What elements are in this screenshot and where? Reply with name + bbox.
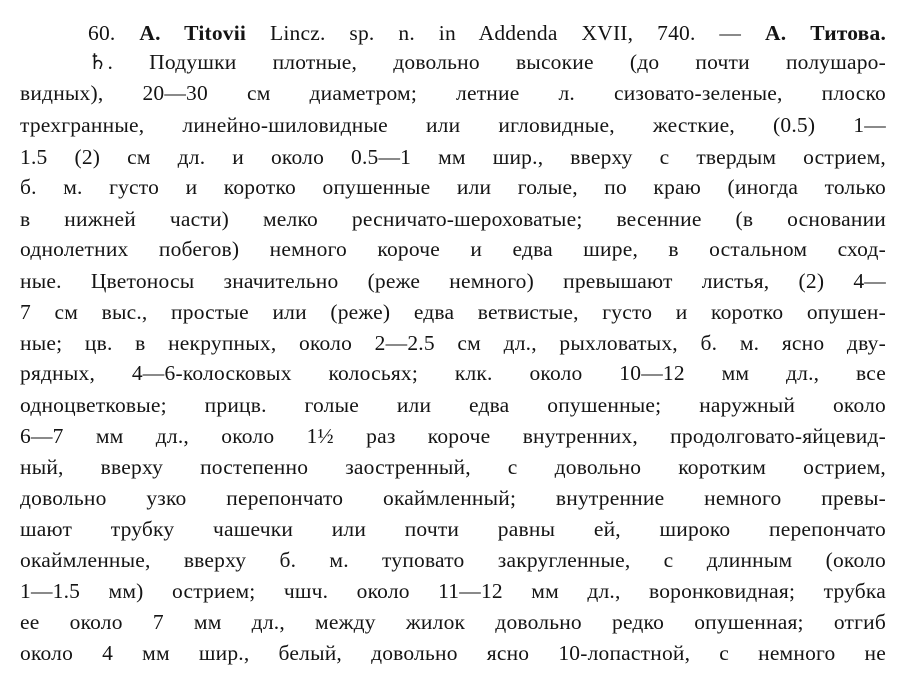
text-line: одноцветковые; прицв. голые или едва опушенные; наружный около [20,393,886,417]
text-line: рядных, 4—6-колосковых колосьях; клк. около 10—12 мм дл., все [20,361,886,385]
text-line: окаймленные, вверху б. м. туповато закругленные, с длинным (около [20,548,886,572]
text-line: 1—1.5 мм) острием; чшч. около 11—12 мм дл., воронковидная; трубка [20,579,886,603]
text-line: около 4 мм шир., белый, довольно ясно 10-лопастной, с немного не [20,641,886,665]
latin-species-name: A. Titovii [139,21,247,45]
text-line: б. м. густо и коротко опушенные или голые, по краю (иногда только [20,175,886,199]
text-line: довольно узко перепончато окаймленный; внутренние немного превы- [20,486,886,510]
text-line: шают трубку чашечки или почти равны ей, широко перепончато [20,517,886,541]
text-line: ее около 7 мм дл., между жилок довольно редко опушенная; отгиб [20,610,886,634]
species-heading [88,18,886,48]
author-reference: Lincz. sp. n. in Addenda XVII, 740. — [270,21,742,45]
text-line: 1.5 (2) см дл. и около 0.5—1 мм шир., вверху с твердым острием, [20,145,886,169]
entry-number: 60. [88,21,116,45]
text-line: видных), 20—30 см диаметром; летние л. сизовато-зеленые, плоско [20,81,886,105]
text-line: трехгранные, линейно-шиловидные или игловидные, жесткие, (0.5) 1— [20,113,886,137]
text-line: ные. Цветоносы значительно (реже немного) превышают листья, (2) 4— [20,269,886,293]
text-line: в нижней части) мелко ресничато-шероховатые; весенние (в основании [20,207,886,231]
russian-species-name: А. Титова. [765,21,887,45]
text-line: ный, вверху постепенно заостренный, с довольно коротким острием, [20,455,886,479]
text-line: ♄. Подушки плотные, довольно высокие (до почти полушаро- [88,50,886,74]
text-line: ные; цв. в некрупных, около 2—2.5 см дл., рыхловатых, б. м. ясно дву- [20,331,886,355]
text-line: однолетних побегов) немного короче и едва шире, в остальном сход- [20,237,886,261]
text-line: 6—7 мм дл., около 1½ раз короче внутренних, продолговато-яйцевид- [20,424,886,448]
text-line: 7 см выс., простые или (реже) едва ветвистые, густо и коротко опушен- [20,300,886,324]
